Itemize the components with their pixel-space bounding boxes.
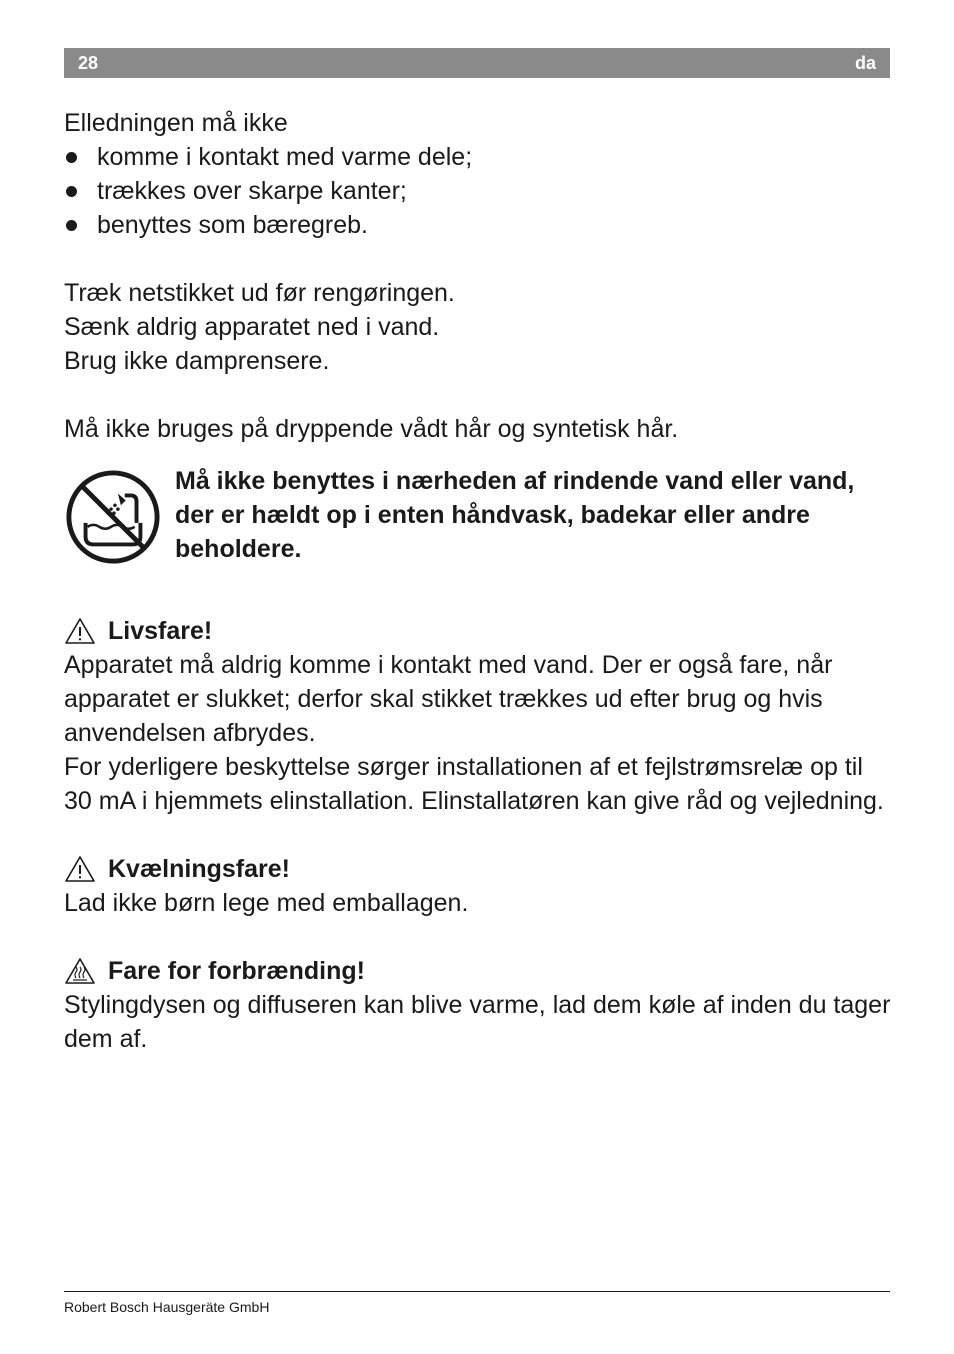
suffocation-title: Kvælningsfare! (108, 855, 290, 883)
list-item: benyttes som bæregreb. (64, 208, 894, 242)
suffocation-text: Lad ikke børn lege med emballagen. (64, 889, 469, 917)
manual-content (64, 106, 894, 1056)
danger-heading (64, 614, 894, 648)
footer-company: Robert Bosch Hausgeräte GmbH (64, 1299, 270, 1315)
cleaning-line: Brug ikke damprensere. (64, 347, 330, 375)
burn-heading (64, 954, 894, 988)
bullet-icon (66, 152, 77, 163)
warning-triangle-icon (64, 617, 96, 645)
water-warning (64, 464, 894, 614)
list-item: komme i kontakt med varme dele; (64, 140, 894, 174)
page-header-bar (64, 48, 890, 78)
water-warning-text: Må ikke benyttes i nærheden af rindende vand eller vand, der er hældt op i enten håndvask, badekar eller andre beholdere. (175, 467, 855, 563)
burn-title: Fare for forbrænding! (108, 957, 365, 985)
cord-intro: Elledningen må ikke (64, 109, 288, 137)
footer-divider (64, 1291, 890, 1292)
danger-title: Livsfare! (108, 617, 213, 645)
hair-note: Må ikke bruges på dryppende vådt hår og syntetisk hår. (64, 415, 679, 443)
cord-list (64, 140, 894, 242)
warning-triangle-icon (64, 855, 96, 883)
danger-text-1: Apparatet må aldrig komme i kontakt med vand. Der er også fare, når apparatet er slukket; derfor skal stikket trækkes ud efter brug og hvis anvendelsen afbrydes. (64, 651, 833, 747)
suffocation-heading (64, 852, 894, 886)
list-item: trækkes over skarpe kanter; (64, 174, 894, 208)
burn-text: Stylingdysen og diffuseren kan blive varme, lad dem køle af inden du tager dem af. (64, 991, 891, 1053)
cleaning-line: Træk netstikket ud før rengøringen. (64, 279, 455, 307)
cleaning-line: Sænk aldrig apparatet ned i vand. (64, 313, 440, 341)
hot-surface-warning-icon (64, 957, 96, 985)
danger-text-2: For yderligere beskyttelse sørger installationen af et fejlstrømsrelæ op til 30 mA i hjemmets elinstallation. Elinstallatøren kan give råd og vejledning. (64, 753, 884, 815)
no-water-bath-icon (64, 468, 162, 566)
language-code: da (854, 53, 876, 73)
bullet-icon (66, 186, 77, 197)
page-number: 28 (78, 53, 99, 73)
bullet-icon (66, 220, 77, 231)
